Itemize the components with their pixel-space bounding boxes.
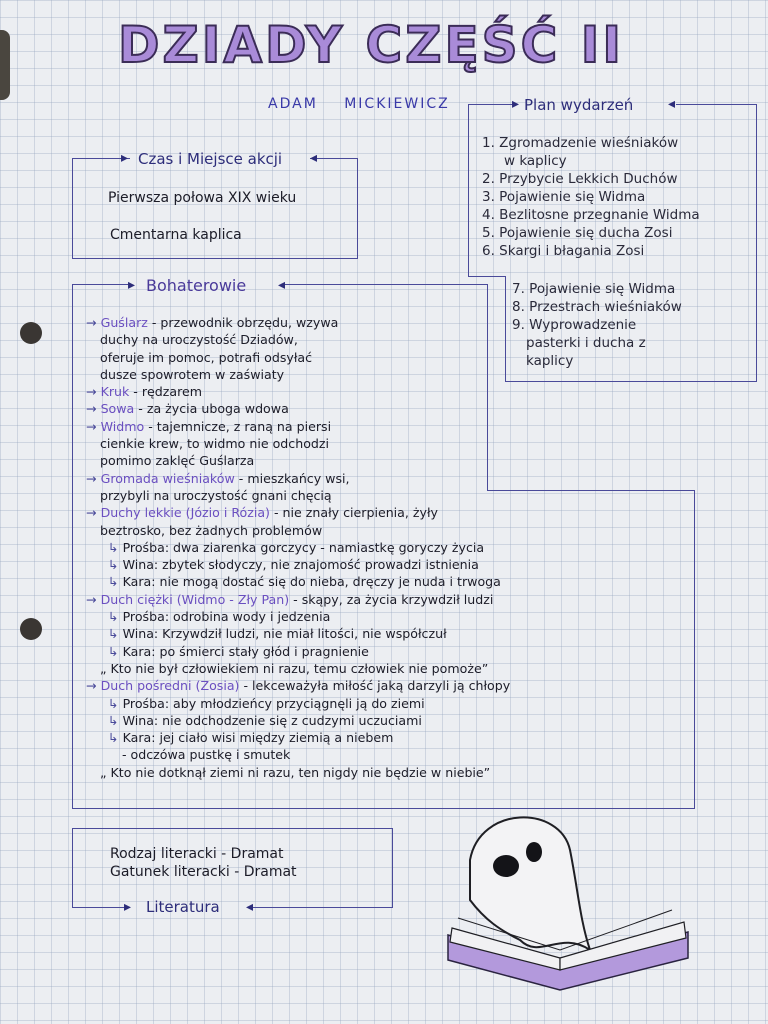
- arrow-right-icon: ▸: [124, 899, 132, 915]
- arrow-right-icon: ▸: [121, 150, 129, 166]
- bohater-text: beztrosko, bez żadnych problemów: [100, 522, 323, 538]
- bohater-line: [86, 504, 686, 521]
- binder-hole: [20, 618, 42, 640]
- bohater-line: [86, 522, 686, 539]
- czas-item: Pierwsza połowa XIX wieku: [108, 190, 297, 206]
- bohater-text: Wina: zbytek słodyczy, nie znajomość prowadzi istnienia: [122, 557, 479, 573]
- bohater-name: Duch pośredni (Zosia): [100, 678, 240, 694]
- bohater-name: Duchy lekkie (Józio i Rózia): [100, 505, 270, 521]
- bohater-name: Guślarz: [100, 315, 148, 330]
- binder-hole: [20, 322, 42, 344]
- bohater-name: Sowa: [100, 401, 135, 417]
- bohater-text: Prośba: odrobina wody i jedzenia: [122, 609, 331, 625]
- arrow-right-icon: ▸: [512, 96, 520, 112]
- bohater-text: duchy na uroczystość Dziadów,: [100, 332, 298, 348]
- plan-label: Plan wydarzeń: [524, 96, 634, 114]
- bohater-line: [86, 660, 686, 677]
- bohater-name: Kruk: [100, 384, 130, 400]
- bohater-text: - tajemnicze, z raną na piersi: [144, 418, 332, 434]
- bohaterowie-list: [86, 314, 686, 781]
- arrow-right-icon: →: [86, 401, 97, 417]
- arrow-right-icon: →: [86, 384, 97, 400]
- plan-item: 8. Przestrach wieśniaków: [512, 299, 682, 315]
- ghost-eye-icon: [493, 855, 519, 877]
- bohater-text: - przewodnik obrzędu, wzywa: [147, 315, 339, 330]
- arrow-turn-icon: ↳: [108, 712, 119, 728]
- bohater-text: - za życia uboga wdowa: [134, 401, 289, 417]
- bohater-line: [86, 712, 686, 729]
- czas-item: Cmentarna kaplica: [110, 227, 242, 243]
- arrow-turn-icon: ↳: [108, 643, 119, 659]
- arrow-turn-icon: ↳: [108, 539, 119, 555]
- arrow-right-icon: →: [86, 505, 97, 521]
- arrow-right-icon: →: [86, 678, 97, 694]
- bohater-line: [86, 331, 686, 348]
- bohater-line: [86, 764, 686, 781]
- bohater-line: [86, 573, 686, 590]
- bohater-line: [86, 314, 686, 331]
- bohater-line: [86, 383, 686, 400]
- arrow-left-icon: ◂: [310, 150, 318, 166]
- bohater-text: - lekceważyła miłość jaką darzyli ją chłopy: [239, 678, 511, 694]
- bohater-text: Kara: jej ciało wisi między ziemią a niebem: [122, 730, 394, 746]
- plan-item: 5. Pojawienie się ducha Zosi: [482, 225, 673, 241]
- bohater-line: [86, 556, 686, 573]
- plan-item: 7. Pojawienie się Widma: [512, 281, 676, 297]
- literatura-label: Literatura: [146, 898, 220, 916]
- bohater-text: Wina: Krzywdził ludzi, nie miał litości, nie współczuł: [122, 626, 447, 642]
- bohater-text: Kara: nie mogą dostać się do nieba, dręczy je nuda i trwoga: [122, 574, 501, 590]
- arrow-turn-icon: ↳: [108, 695, 119, 711]
- plan-item: 4. Bezlitosne przegnanie Widma: [482, 207, 700, 223]
- bohater-text: dusze spowrotem w zaświaty: [100, 366, 285, 382]
- arrow-left-icon: ◂: [278, 277, 286, 293]
- ghost-icon: [470, 817, 590, 950]
- czas-box: [72, 158, 358, 259]
- arrow-turn-icon: ↳: [108, 626, 119, 642]
- plan-item: pasterki i ducha z: [526, 335, 646, 351]
- bohater-text: Prośba: dwa ziarenka gorczycy - namiastkę goryczy życia: [122, 539, 485, 555]
- bohater-line: [86, 418, 686, 435]
- ghost-book-illustration: [440, 810, 690, 1010]
- bohater-line: [86, 452, 686, 469]
- ghost-eye-icon: [526, 842, 542, 862]
- bohater-text: - rędzarem: [129, 384, 202, 400]
- arrow-turn-icon: ↳: [108, 730, 119, 746]
- czas-label: Czas i Miejsce akcji: [138, 150, 283, 168]
- arrow-right-icon: →: [86, 418, 97, 434]
- page-edge: [0, 30, 10, 100]
- bohater-line: [86, 695, 686, 712]
- bohater-text: - odczówa pustkę i smutek: [122, 747, 291, 763]
- bohater-text: - skąpy, za życia krzywdził ludzi: [289, 591, 494, 607]
- bohater-text: „ Kto nie był człowiekiem ni razu, temu człowiek nie pomoże”: [100, 660, 489, 676]
- arrow-turn-icon: ↳: [108, 574, 119, 590]
- arrow-right-icon: ▸: [128, 277, 136, 293]
- literatura-list: [110, 845, 297, 881]
- page-title: DZIADY CZĘŚĆ II: [118, 16, 624, 74]
- bohater-text: - mieszkańcy wsi,: [234, 470, 350, 486]
- plan-item: 2. Przybycie Lekkich Duchów: [482, 171, 678, 187]
- bohater-text: oferuje im pomoc, potrafi odsyłać: [100, 349, 313, 365]
- bohater-line: [86, 487, 686, 504]
- arrow-left-icon: ◂: [668, 96, 676, 112]
- bohater-name: Duch ciężki (Widmo - Zły Pan): [100, 591, 290, 607]
- bohater-line: [86, 608, 686, 625]
- literatura-item: Gatunek literacki - Dramat: [110, 864, 297, 880]
- bohater-line: [86, 677, 686, 694]
- plan-item: 6. Skargi i błagania Zosi: [482, 243, 645, 259]
- arrow-right-icon: →: [86, 470, 97, 486]
- arrow-turn-icon: ↳: [108, 557, 119, 573]
- bohater-line: [86, 470, 686, 487]
- bohater-line: [86, 539, 686, 556]
- bohaterowie-label: Bohaterowie: [146, 276, 247, 295]
- bohater-line: [86, 729, 686, 746]
- bohater-line: [86, 591, 686, 608]
- bohater-line: [86, 349, 686, 366]
- bohater-text: Wina: nie odchodzenie się z cudzymi uczuciami: [122, 712, 422, 728]
- bohater-text: Prośba: aby młodzieńcy przyciągnęli ją do ziemi: [122, 695, 425, 711]
- literatura-item: Rodzaj literacki - Dramat: [110, 846, 284, 862]
- plan-item: 1. Zgromadzenie wieśniaków: [482, 135, 679, 151]
- bohater-name: Widmo: [100, 418, 145, 434]
- bohater-line: [86, 746, 686, 763]
- plan-item: 3. Pojawienie się Widma: [482, 189, 646, 205]
- plan-item: w kaplicy: [504, 153, 567, 169]
- plan-list: [482, 134, 700, 260]
- arrow-right-icon: →: [86, 315, 97, 330]
- bohater-line: [86, 643, 686, 660]
- arrow-turn-icon: ↳: [108, 609, 119, 625]
- bohater-text: „ Kto nie dotknął ziemi ni razu, ten nigdy nie będzie w niebie”: [100, 764, 491, 780]
- bohater-text: - nie znały cierpienia, żyły: [269, 505, 439, 521]
- bohater-name: Gromada wieśniaków: [100, 470, 235, 486]
- bohater-line: [86, 625, 686, 642]
- bohater-text: pomimo zaklęć Guślarza: [100, 453, 255, 469]
- plan-item: kaplicy: [526, 353, 574, 369]
- author: ADAM MICKIEWICZ: [268, 96, 450, 112]
- bohater-text: Kara: po śmierci stały głód i pragnienie: [122, 643, 369, 659]
- bohater-text: cienkie krew, to widmo nie odchodzi: [100, 436, 330, 452]
- bohater-line: [86, 366, 686, 383]
- arrow-right-icon: →: [86, 591, 97, 607]
- arrow-left-icon: ◂: [246, 899, 254, 915]
- bohater-text: przybyli na uroczystość gnani chęcią: [100, 487, 332, 503]
- bohater-line: [86, 435, 686, 452]
- plan-item: 9. Wyprowadzenie: [512, 317, 637, 333]
- bohater-line: [86, 400, 686, 417]
